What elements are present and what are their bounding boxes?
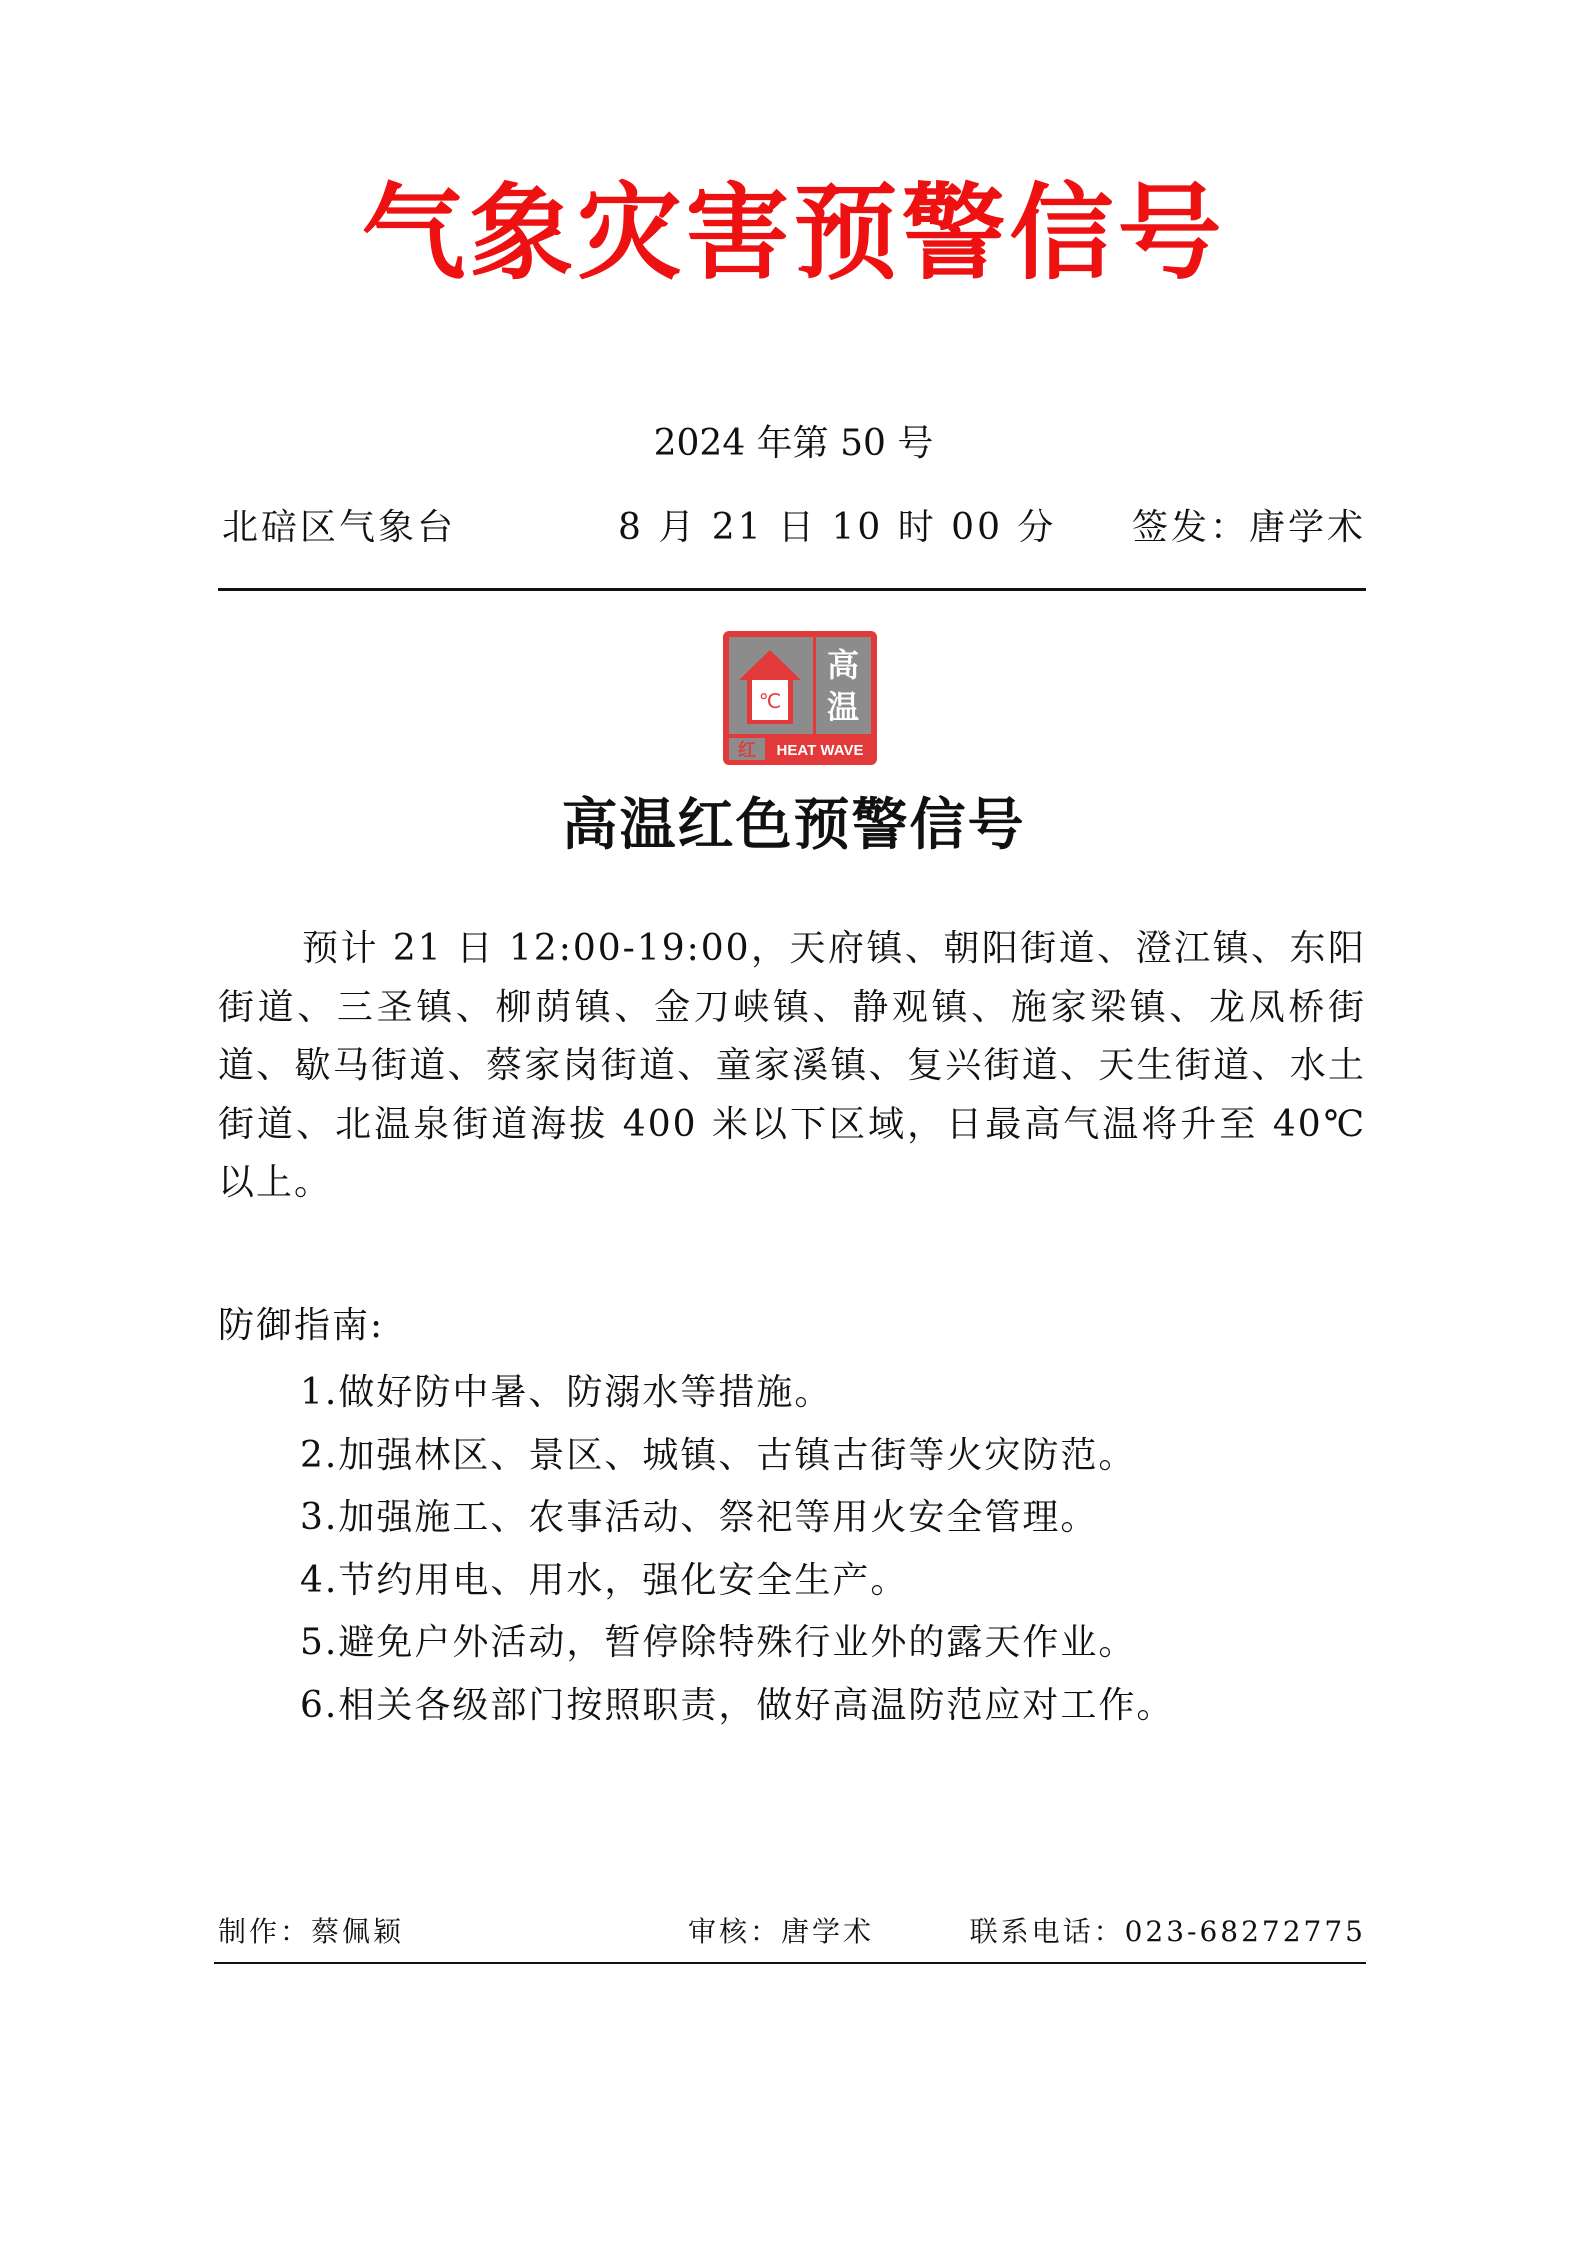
signal-level-char: 红 [738,740,756,761]
guidance-item: 1.做好防中暑、防溺水等措施。 [300,1372,833,1413]
signal-label-char-1: 高 [826,646,860,684]
guidance-item: 5.避免户外活动，暂停除特殊行业外的露天作业。 [300,1622,1137,1664]
footer-reviewer: 审核：唐学术 [688,1915,875,1948]
signal-label-char-2: 温 [826,688,860,726]
issue-number: 2024 年第 50 号 [653,423,934,464]
header-divider [218,588,1366,591]
main-title: 气象灾害预警信号 [361,171,1226,294]
signal-english-label: HEAT WAVE [776,742,864,759]
guidance-item: 2.加强林区、景区、城镇、古镇古街等火灾防范。 [300,1434,1137,1476]
signal-title: 高温红色预警信号 [561,792,1026,858]
signer: 签发：唐学术 [1131,507,1366,548]
issuer: 北碚区气象台 [222,507,457,548]
warning-body-paragraph: 预计 21 日 12:00-19:00，天府镇、朝阳街道、澄江镇、东阳街道、三圣镇、柳荫镇、金刀峡镇、静观镇、施家梁镇、龙凤桥街道、歇马街道、蔡家岗街道、童家溪镇、复兴街道、天生街道、水土街道、北温泉街道海拔 400 米以下区域，日最高气温将升至 40℃以上。 [218,928,1366,1203]
heat-wave-red-signal-icon [722,630,878,766]
celsius-symbol: ℃ [758,689,782,713]
guidance-item: 4.节约用电、用水，强化安全生产。 [300,1559,909,1601]
guidance-item: 3.加强施工、农事活动、祭祀等用火安全管理。 [300,1497,1099,1539]
footer-divider [214,1962,1366,1964]
issue-datetime: 8 月 21 日 10 时 00 分 [618,507,1057,548]
guidance-heading: 防御指南: [218,1305,385,1346]
guidance-list [300,1362,1360,1738]
footer-contact-phone: 联系电话：023-68272775 [969,1915,1366,1948]
footer-maker: 制作：蔡佩颖 [218,1915,405,1948]
guidance-item: 6.相关各级部门按照职责，做好高温防范应对工作。 [300,1684,1175,1726]
footer-row [218,1912,1366,1952]
issuance-info-row [218,502,1366,554]
signal-panel-divider [813,637,816,734]
